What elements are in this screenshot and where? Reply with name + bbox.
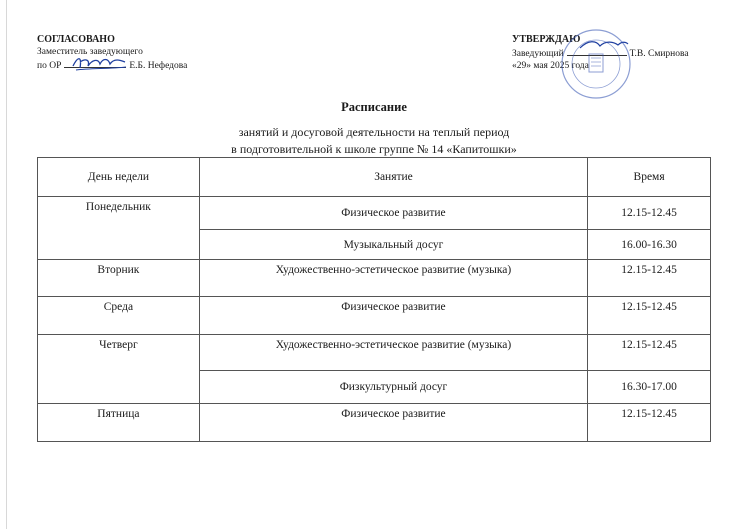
activity-cell: Физическое развитие [199, 297, 587, 335]
approval-left-prefix: по ОР [37, 61, 62, 71]
time-cell: 12.15-12.45 [588, 297, 711, 335]
table-row [38, 335, 711, 371]
approval-right-name: Т.В. Смирнова [629, 49, 689, 59]
approval-right-heading: УТВЕРЖДАЮ [512, 34, 581, 45]
table-header-row [38, 158, 711, 197]
time-cell: 12.15-12.45 [588, 260, 711, 297]
activity-cell: Физкультурный досуг [199, 371, 587, 404]
approval-right-position: Заведующий [512, 49, 564, 59]
header-time: Время [588, 158, 711, 197]
subtitle-line-1: занятий и досуговой деятельности на теплый период [238, 125, 510, 139]
approval-right-date: «29» мая 2025 года [512, 61, 589, 71]
page-title: Расписание [341, 100, 407, 114]
time-cell: 12.15-12.45 [588, 404, 711, 442]
approval-left-position: Заместитель заведующего [37, 47, 143, 57]
time-cell: 16.30-17.00 [588, 371, 711, 404]
signature-left [70, 52, 128, 76]
table-row [38, 404, 711, 442]
table-row [38, 197, 711, 230]
time-cell: 16.00-16.30 [588, 230, 711, 260]
time-cell: 12.15-12.45 [588, 335, 711, 371]
table-row [38, 260, 711, 297]
day-cell: Вторник [38, 260, 200, 297]
header-day: День недели [38, 158, 200, 197]
approval-left-heading: СОГЛАСОВАНО [37, 34, 115, 45]
subtitle-line-2: в подготовительной к школе группе № 14 «Капитошки» [231, 142, 517, 156]
activity-cell: Физическое развитие [199, 197, 587, 230]
page-left-edge [6, 0, 7, 529]
day-cell: Четверг [38, 335, 200, 404]
official-stamp [560, 28, 632, 100]
day-cell: Среда [38, 297, 200, 335]
table-row [38, 297, 711, 335]
day-cell: Пятница [38, 404, 200, 442]
approval-left-name: Е.Б. Нефедова [129, 61, 188, 71]
schedule-table [37, 157, 711, 442]
time-cell: 12.15-12.45 [588, 197, 711, 230]
header-activity: Занятие [199, 158, 587, 197]
activity-cell: Физическое развитие [199, 404, 587, 442]
activity-cell: Художественно-эстетическое развитие (музыка) [199, 335, 587, 371]
activity-cell: Художественно-эстетическое развитие (музыка) [199, 260, 587, 297]
activity-cell: Музыкальный досуг [199, 230, 587, 260]
day-cell: Понедельник [38, 197, 200, 260]
